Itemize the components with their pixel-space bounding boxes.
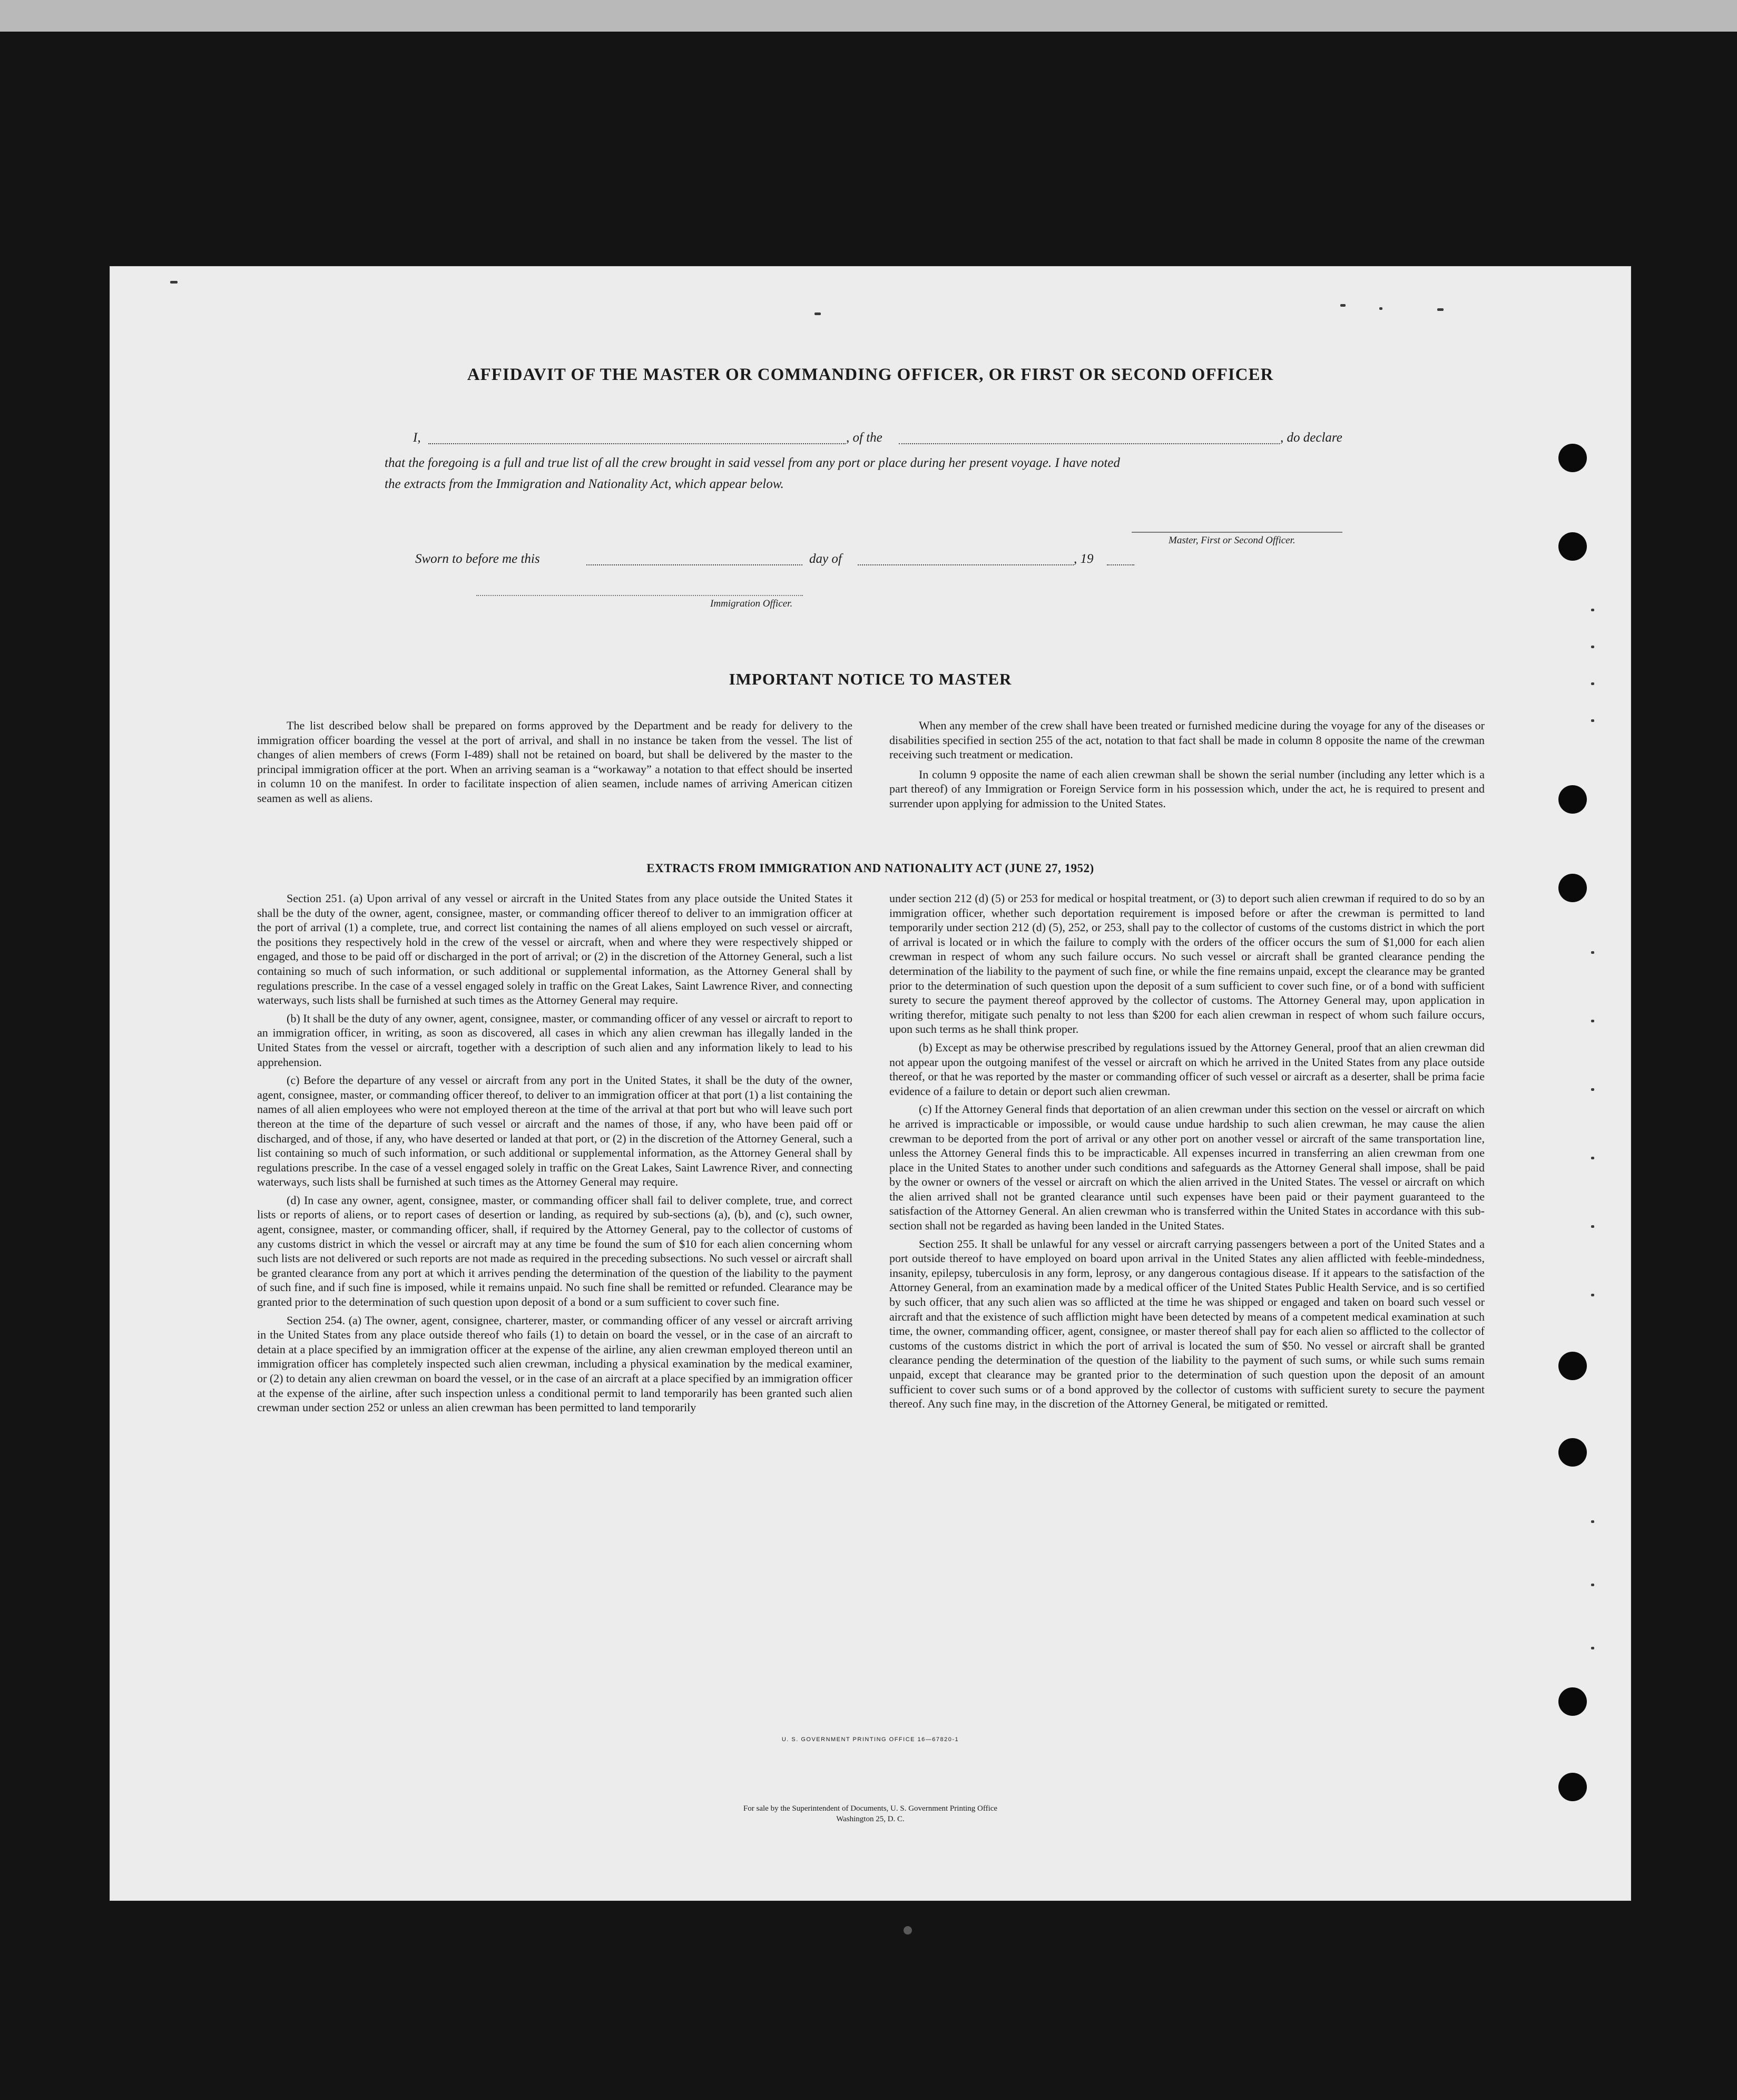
extract-section-255: Section 255. It shall be unlawful for any vessel or aircraft carrying passengers between a port of the United States and a port outside thereof to have employed on board upon arrival in the United States any alien afflicted with feeble-mindedness, insanity, epilepsy, tuberculosis in any form, leprosy, or any dangerous contagious disease. If it appears to the satisfaction of the Attorney General, from an examination made by a medical officer of the United States Public Health Service, and is so certified by such officer, that any such alien was so afflicted at the time he was shipped or engaged and taken on board such vessel or aircraft and that the existence of such affliction might have been detected by means of a competent medical examination at such time, the owner, commanding officer, agent, consignee, or master thereof shall pay for each alien so afflicted to the collector of customs of the customs district in which the port of arrival is located the sum of $50. No vessel or aircraft shall be granted clearance pending the determination of the question of the liability to the payment of such sums, or while such sums remain unpaid, except that clearance may be granted prior to the determination of such question upon the deposit of an amount sufficient to cover such sums or of a bond approved by the collector of customs with sufficient surety to secure the payment thereof. Any such fine may, in the discretion of the Attorney General, be mitigated or remitted. [889,1237,1485,1411]
affidavit-title: AFFIDAVIT OF THE MASTER OR COMMANDING OFFICER, OR FIRST OR SECOND OFFICER [467,365,1274,384]
sale-line-2: Washington 25, D. C. [836,1815,905,1823]
scan-speck [1340,304,1346,307]
sworn-day-label: day of [809,552,842,566]
scan-speck [1591,609,1594,611]
declare-of: , of the [846,431,882,445]
scan-speck [1591,1088,1594,1091]
extracts-title: EXTRACTS FROM IMMIGRATION AND NATIONALITY ACT (JUNE 27, 1952) [646,862,1094,875]
sworn-day-blank [586,564,802,565]
scan-speck [1591,719,1594,722]
binder-hole [1558,874,1587,902]
binder-hole [1558,1352,1587,1380]
notice-left-column [257,718,852,809]
officer-signature-line [476,595,803,596]
notice-right-column [889,718,1485,815]
sworn-month-blank [858,564,1074,565]
binder-hole [1558,1438,1587,1467]
scan-speck [170,281,178,284]
master-caption: Master, First or Second Officer. [1169,535,1296,546]
extract-section-254a-cont: under section 212 (d) (5) or 253 for medical or hospital treatment, or (3) to deport such alien crewman if required to do so by an immigration officer, whether such deportation requirement is imposed before or after the crewman is permitted to land temporarily under section 212 (d) (5), 252, or 253, shall pay to the collector of customs of the customs district in which the port of arrival is located or in which the failure to comply with the orders of the officer occurs the sum of $1,000 for each alien crewman in respect of whom any such failure occurs. No such vessel or aircraft shall be granted clearance pending the determination of the liability to the payment of such fine, or while the fine remains unpaid, except the clearance may be granted prior to the determination of such question upon the deposit of a sum sufficient to cover such fine, or of a bond with sufficient surety to secure the payment thereof approved by the collector of customs. The Attorney General may, upon application in writing therefor, mitigate such penalty to not less than $200 for each alien crewman in respect of whom such failure occurs, upon such terms as he shall think proper. [889,892,1485,1036]
scan-speck [1591,1157,1594,1159]
scan-speck [1591,951,1594,954]
sworn-year-blank [1107,564,1134,565]
master-signature-line [1132,532,1342,533]
scan-speck [1379,307,1382,310]
extract-section-251a: Section 251. (a) Upon arrival of any vessel or aircraft in the United States from any place outside the United States it shall be the duty of the owner, agent, consignee, master, or commanding officer thereof to deliver to an immigration officer at the port of arrival (1) a complete, true, and correct list containing the names of all aliens employed on such vessel or aircraft, the positions they respectively hold in the crew of the vessel or aircraft, when and where they were respectively shipped or engaged, and those to be paid off or discharged in the port of arrival; or (2) in the discretion of the Attorney General, such a list containing so much of such information, or such additional or supplemental information, as the Attorney General shall by regulations prescribe. In the case of a vessel engaged solely in traffic on the Great Lakes, Saint Lawrence River, and connecting waterways, such lists shall be furnished at such times as the Attorney General may require. [257,892,852,1007]
scan-speck [1591,1520,1594,1523]
scan-speck [1591,646,1594,648]
extracts-right-column [889,891,1485,1415]
extract-section-251d: (d) In case any owner, agent, consignee, master, or commanding officer shall fail to deliver complete, true, and correct lists or reports of aliens, or to report cases of desertion or landing, as required by sub-sections (a), (b), and (c), such owner, agent, consignee, master, or commanding officer, shall, if required by the Attorney General, pay to the collector of customs of any customs district in which the vessel or aircraft may at any time be found the sum of $10 for each alien concerning whom such lists are not delivered or such reports are not made as required in the preceding subsections. No such vessel or aircraft shall be granted clearance from any port at which it arrives pending the determination of the question of the liability to the payment of such fine, and if such fine is imposed, while it remains unpaid. No such fine shall be remitted or refunded. Clearance may be granted prior to the determination of such question upon deposit of a bond or a sum sufficient to cover such fine. [257,1193,852,1309]
vessel-blank [899,443,1280,444]
binder-hole [1558,1773,1587,1801]
scanner-top-band [0,0,1737,32]
scan-speck [814,312,821,315]
notice-paragraph: When any member of the crew shall have been treated or furnished medicine during the voyage for any of the diseases or disabilities specified in section 255 of the act, notation to that fact shall be made in column 8 opposite the name of the crewman receiving such treatment or medication. [889,719,1485,761]
binder-hole [1558,532,1587,561]
affidavit-statement-line-1: that the foregoing is a full and true list of all the crew brought in said vessel from any port or place during her present voyage. I have noted [385,456,1120,470]
extract-section-254b: (b) Except as may be otherwise prescribed by regulations issued by the Attorney General, proof that an alien crewman did not appear upon the outgoing manifest of the vessel or aircraft on which he arrived in the United States from any place outside thereof, or that he was reported by the master or commanding officer of such vessel or aircraft as a deserter, shall be prima facie evidence of a failure to detain or deport such alien crewman. [889,1040,1485,1098]
scan-speck [1591,1584,1594,1586]
extract-section-251b: (b) It shall be the duty of any owner, agent, consignee, master, or commanding officer of any vessel or aircraft to report to an immigration officer, in writing, as soon as discovered, all cases in which any alien crewman has illegally landed in the United States from the vessel or aircraft, together with a description of such alien and any information likely to lead to his apprehension. [257,1011,852,1069]
extract-section-251c: (c) Before the departure of any vessel or aircraft from any port in the United States, it shall be the duty of the owner, agent, consignee, master, or commanding officer thereof, to deliver to an immigration officer at that port (1) a list containing the names of all alien employees who were not employed thereon at the time of the arrival at that port but who will leave such port thereon at the time of the departure of such vessel or aircraft and the names of those, if any, who have been paid off or discharged, and of those, if any, who have deserted or landed at that port, or (2) in the discretion of the Attorney General, such a list containing so much of such information, or such additional or supplemental information, as the Attorney General shall by regulations prescribe. In the case of a vessel engaged solely in traffic on the Great Lakes, Saint Lawrence River, and connecting waterways, such lists shall be furnished at such times as the Attorney General may require. [257,1073,852,1189]
scan-speck [1591,1647,1594,1649]
notice-paragraph: The list described below shall be prepared on forms approved by the Department and be ready for delivery to the immigration officer boarding the vessel at the port of arrival, and shall in no instance be taken from the vessel. The list of changes of alien members of crews (Form I-489) shall not be retained on board, but shall be delivered by the master to the principal immigration officer at the port. When an arriving seaman is a “workaway” a notation to that effect should be inserted in column 10 on the manifest. In order to facilitate inspection of alien seamen, include names of arriving American citizen seamen as well as aliens. [257,719,852,805]
scan-speck [1591,1225,1594,1228]
document-page [110,266,1631,1901]
binder-hole [1558,785,1587,814]
declare-suffix: , do declare [1280,431,1342,445]
declare-prefix: I, [413,431,421,445]
extract-section-254c: (c) If the Attorney General finds that deportation of an alien crewman under this section on the vessel or aircraft on which he arrived is impracticable or impossible, or would cause undue hardship to such alien crewman, he may cause the alien crewman to be deported from the port of arrival or any other port on another vessel or aircraft of the same transportation line, unless the Attorney General finds this to be impracticable. All expenses incurred in transferring an alien crewman from one place in the United States to another under such conditions and safeguards as the Attorney General shall impose, shall be paid by the owner or owners of the vessel or aircraft on which the alien arrived in the United States. The vessel or aircraft on which the alien arrived shall not be granted clearance until such expenses have been paid or their payment guaranteed to the satisfaction of the Attorney General. An alien crewman who is transferred within the United States in accordance with this sub-section shall not be regarded as having been landed in the United States. [889,1102,1485,1233]
scan-speck [1591,682,1594,685]
printer-imprint: U. S. GOVERNMENT PRINTING OFFICE 16—67820-1 [781,1736,959,1743]
scan-speck [1591,1294,1594,1296]
extracts-left-column [257,891,852,1419]
name-blank [428,443,846,444]
scan-speck [904,1926,912,1935]
sworn-prefix: Sworn to before me this [415,552,540,566]
extract-section-254a: Section 254. (a) The owner, agent, consignee, charterer, master, or commanding officer of any vessel or aircraft arriving in the United States from any place outside thereof who fails (1) to detain on board the vessel, or in the case of an aircraft to detain at a place specified by an immigration officer at the expense of the airline, any alien crewman employed thereon until an immigration officer has completely inspected such alien crewman, including a physical examination by the medical examiner, or (2) to detain any alien crewman on board the vessel, or in the case of an aircraft at a place specified by an immigration officer at the expense of the airline, after such inspection unless a conditional permit to land temporarily has been granted such alien crewman under section 252 or unless an alien crewman has been permitted to land temporarily [257,1313,852,1414]
binder-hole [1558,1687,1587,1716]
officer-caption: Immigration Officer. [710,598,793,609]
binder-hole [1558,444,1587,472]
scan-speck [1591,1020,1594,1022]
notice-title: IMPORTANT NOTICE TO MASTER [729,670,1012,688]
sworn-year-label: , 19 [1074,552,1094,566]
sale-line-1: For sale by the Superintendent of Documents, U. S. Government Printing Office [743,1804,998,1813]
notice-paragraph: In column 9 opposite the name of each alien crewman shall be shown the serial number (including any letter which is a part thereof) of any Immigration or Foreign Service form in his possession which, under the act, he is required to present and surrender upon applying for admission to the United States. [889,767,1485,810]
affidavit-statement-line-2: the extracts from the Immigration and Nationality Act, which appear below. [385,477,784,491]
scan-speck [1437,308,1444,311]
